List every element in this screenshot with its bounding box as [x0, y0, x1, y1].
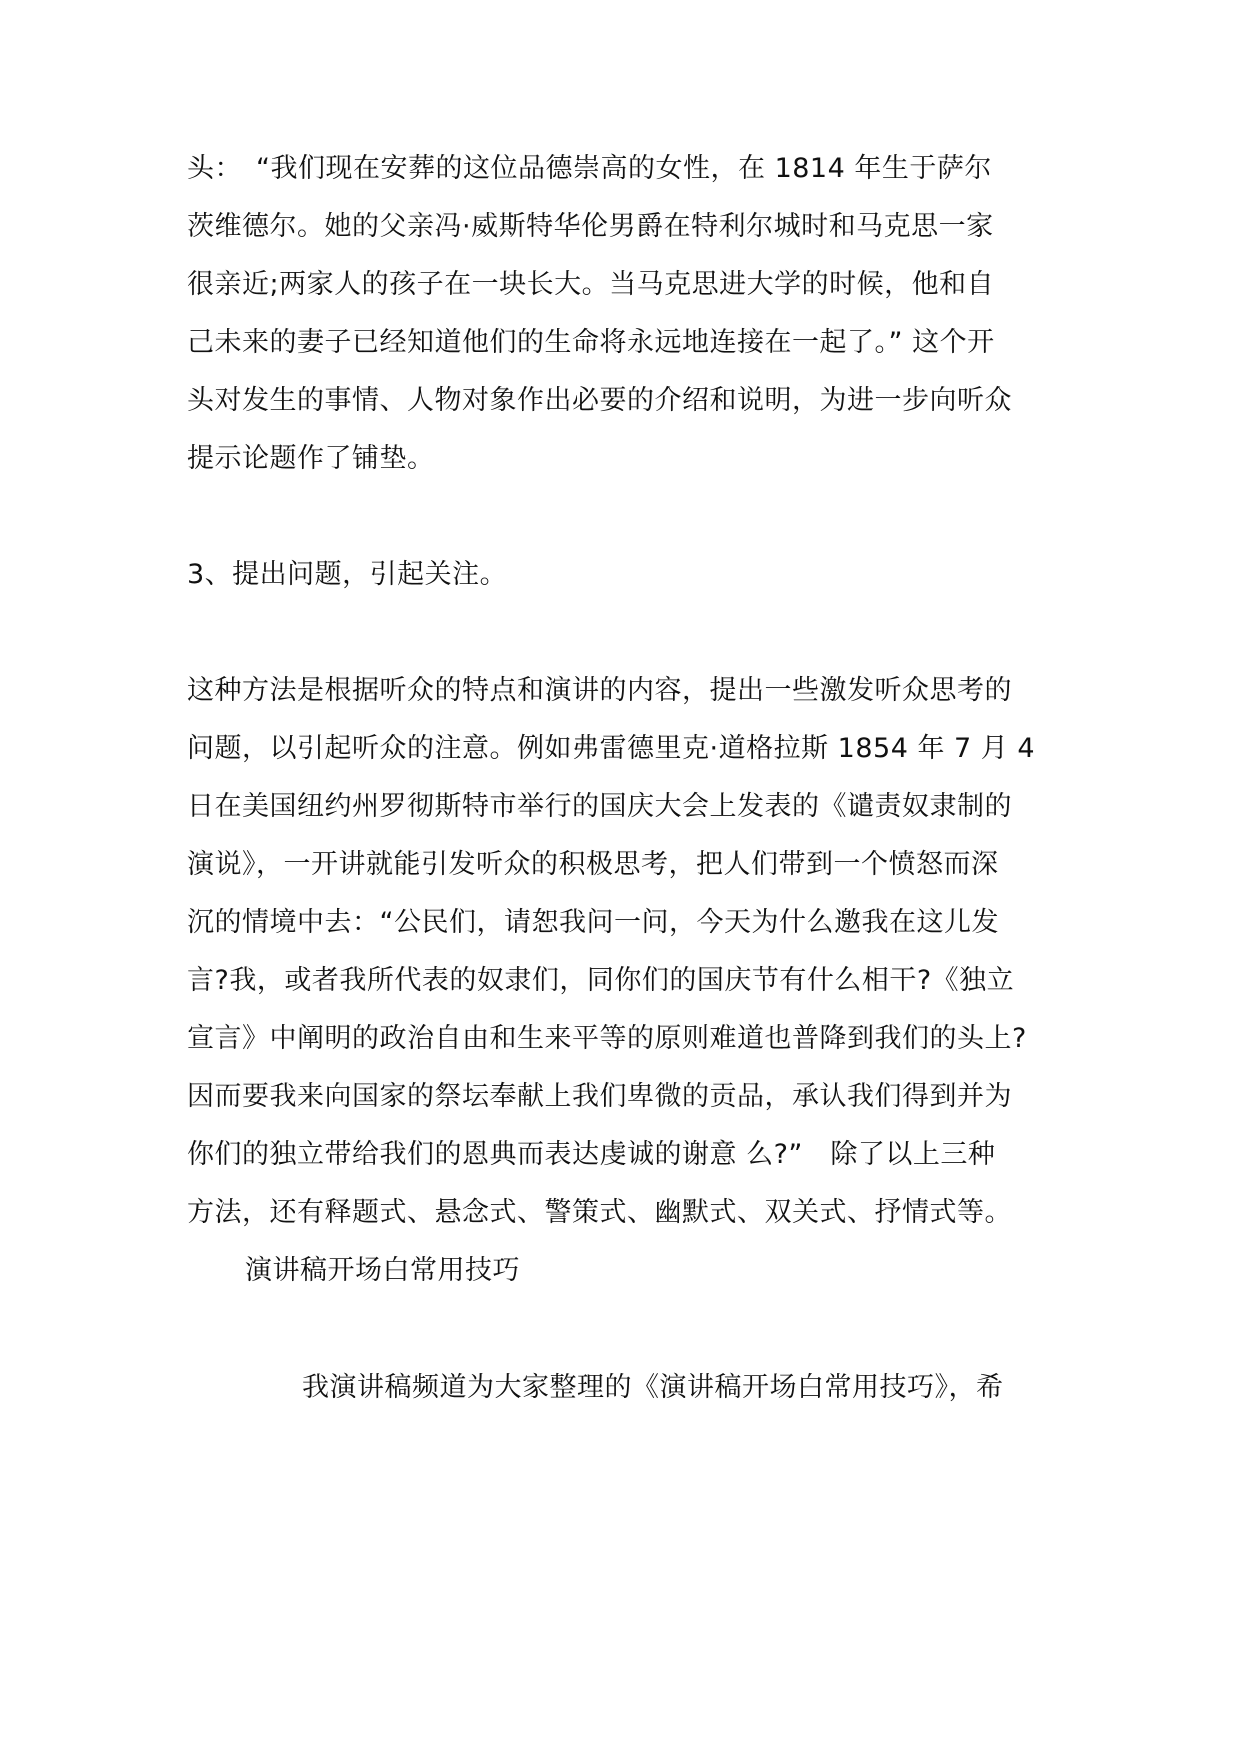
paragraph-2-line-3: 日在美国纽约州罗彻斯特市举行的国庆大会上发表的《谴责奴隶制的	[187, 791, 1012, 822]
section-heading: 3、提出问题，引起关注。	[187, 559, 508, 590]
paragraph-1-line-2: 茨维德尔。她的父亲冯·威斯特华伦男爵在特利尔城时和马克思一家	[187, 211, 994, 242]
paragraph-2-line-4: 演说》，一开讲就能引发听众的积极思考，把人们带到一个愤怒而深	[187, 849, 999, 880]
intro-line: 我演讲稿频道为大家整理的《演讲稿开场白常用技巧》，希	[302, 1372, 1004, 1403]
paragraph-2-line-5: 沉的情境中去：“公民们，请恕我问一问，今天为什么邀我在这儿发	[187, 907, 999, 938]
paragraph-1-line-3: 很亲近;两家人的孩子在一块长大。当马克思进大学的时候，他和自	[187, 269, 995, 300]
paragraph-2-line-8: 因而要我来向国家的祭坛奉献上我们卑微的贡品，承认我们得到并为	[187, 1081, 1012, 1112]
paragraph-2-line-7: 宣言》中阐明的政治自由和生来平等的原则难道也普降到我们的头上?	[187, 1023, 1027, 1054]
paragraph-1-line-5: 头对发生的事情、人物对象作出必要的介绍和说明，为进一步向听众	[187, 385, 1012, 416]
paragraph-2-line-10: 方法，还有释题式、悬念式、警策式、幽默式、双关式、抒情式等。	[187, 1197, 1012, 1228]
paragraph-2-line-9: 你们的独立带给我们的恩典而表达虔诚的谢意 么?” 除了以上三种	[187, 1139, 996, 1170]
paragraph-1-line-4: 己未来的妻子已经知道他们的生命将永远地连接在一起了。” 这个开	[187, 327, 995, 358]
document-subtitle: 演讲稿开场白常用技巧	[245, 1255, 520, 1286]
paragraph-2-line-1: 这种方法是根据听众的特点和演讲的内容，提出一些激发听众思考的	[187, 675, 1012, 706]
paragraph-1-line-1: 头： “我们现在安葬的这位品德崇高的女性，在 1814 年生于萨尔	[187, 153, 992, 184]
paragraph-2-line-6: 言?我，或者我所代表的奴隶们，同你们的国庆节有什么相干?《独立	[187, 965, 1015, 996]
paragraph-1-line-6: 提示论题作了铺垫。	[187, 443, 435, 474]
paragraph-2-line-2: 问题，以引起听众的注意。例如弗雷德里克·道格拉斯 1854 年 7 月 4	[187, 733, 1036, 764]
